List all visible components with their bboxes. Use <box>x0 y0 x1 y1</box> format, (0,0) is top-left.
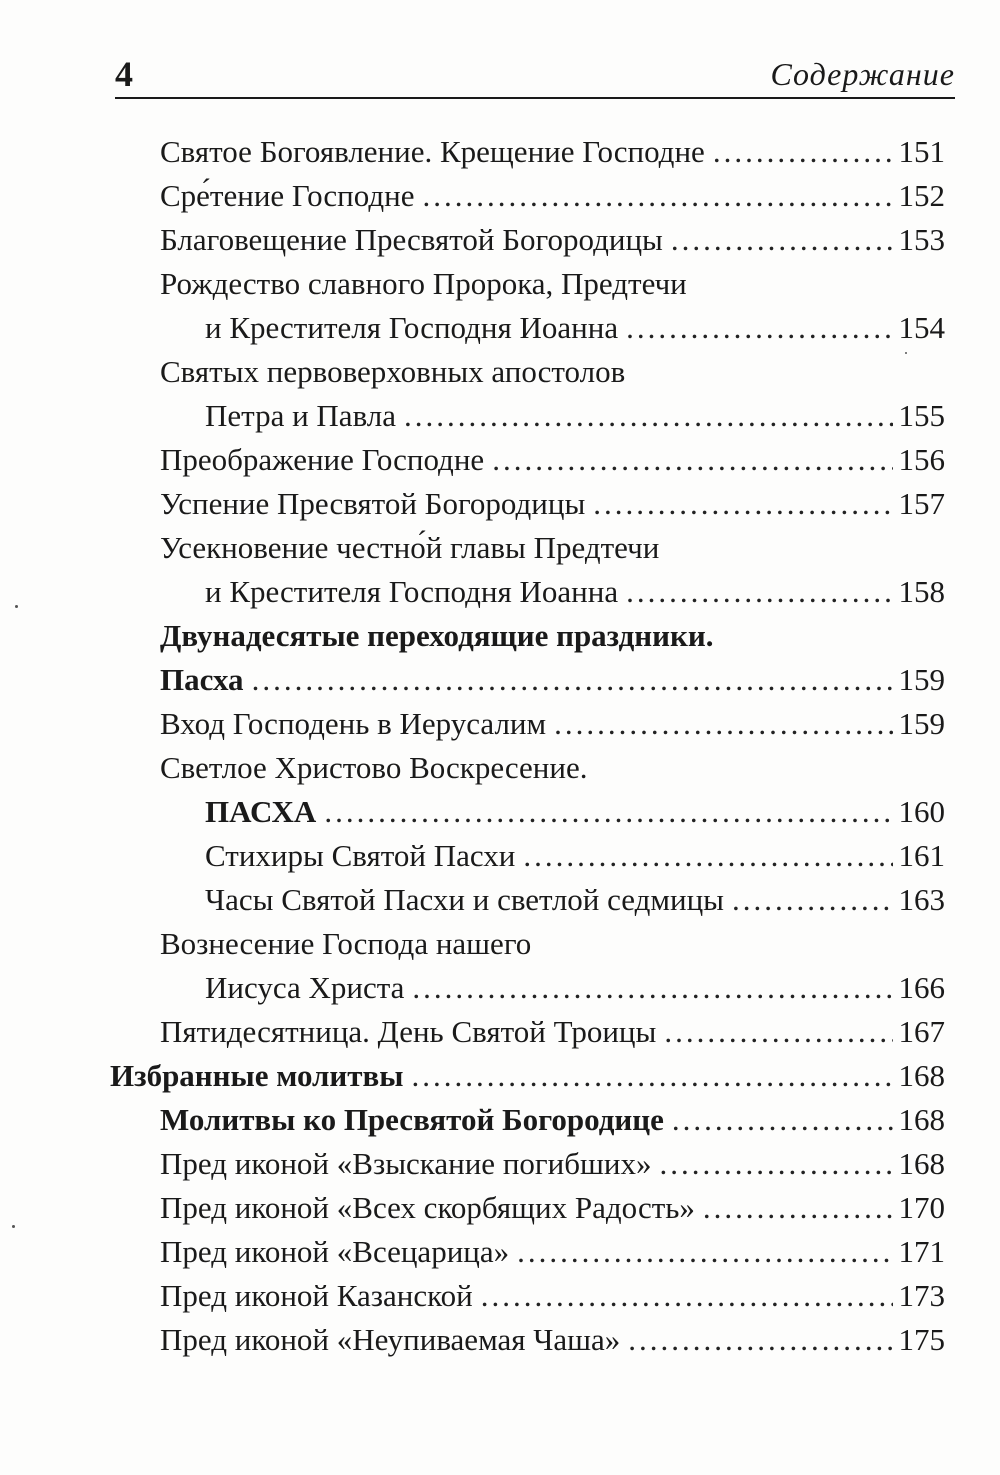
paper-speck <box>905 352 907 354</box>
toc-entry-title: Двунадесятые переходящие праздники. <box>160 618 714 653</box>
toc-entry-title: Пасха <box>160 662 244 697</box>
page-number: 4 <box>115 54 133 94</box>
toc-entry-page: 161 <box>898 838 945 873</box>
toc-entry-title: Вознесение Господа нашего <box>160 926 532 961</box>
leader-dots <box>481 1274 893 1318</box>
toc-entry-page: 151 <box>898 134 945 169</box>
toc-entry-page: 159 <box>898 706 945 741</box>
leader-dots <box>554 702 892 746</box>
paper-speck <box>12 1225 15 1228</box>
leader-dots <box>664 1010 892 1054</box>
toc-entry-heading <box>160 922 945 966</box>
leader-dots <box>411 1054 892 1098</box>
toc-entry-title: ПАСХА <box>205 794 317 829</box>
toc-entry-title: Пред иконой «Всех скорбящих Радость» <box>160 1190 695 1225</box>
toc-entry-title: Усекновение честно́й главы Предтечи <box>160 530 660 565</box>
toc-entry-page: 152 <box>898 178 945 213</box>
toc-entry-title: Пред иконой «Взыскание погибших» <box>160 1146 652 1181</box>
leader-dots <box>703 1186 893 1230</box>
toc-entry[interactable] <box>160 1010 945 1054</box>
toc-entry-title: Избранные молитвы <box>110 1058 404 1093</box>
toc-entry-heading <box>160 746 945 790</box>
leader-dots <box>713 130 893 174</box>
leader-dots <box>492 438 892 482</box>
toc-entry[interactable] <box>160 658 945 702</box>
toc-entry-title: Иисуса Христа <box>205 970 405 1005</box>
leader-dots <box>671 218 893 262</box>
toc-entry-page: 166 <box>898 970 945 1005</box>
toc-entry-page: 154 <box>898 310 945 345</box>
leader-dots <box>628 1318 892 1362</box>
toc-entry-title: Пятидесятница. День Святой Троицы <box>160 1014 657 1049</box>
toc-entry-title: Рождество славного Пророка, Предтечи <box>160 266 687 301</box>
toc-entry[interactable] <box>160 218 945 262</box>
toc-entry[interactable] <box>160 702 945 746</box>
toc-entry-title: Святых первоверховных апостолов <box>160 354 626 389</box>
toc-entry-heading <box>160 262 945 306</box>
toc-entry[interactable] <box>205 570 945 614</box>
toc-entry-heading <box>160 350 945 394</box>
toc-section-heading <box>160 614 945 658</box>
toc-entry-page: 173 <box>898 1278 945 1313</box>
toc-entry-title: Светлое Христово Воскресение. <box>160 750 588 785</box>
toc-entry-title: Сре́тение Господне <box>160 178 415 213</box>
toc-entry-title: Преображение Господне <box>160 442 485 477</box>
toc-entry-page: 167 <box>898 1014 945 1049</box>
leader-dots <box>412 966 892 1010</box>
leader-dots <box>324 790 892 834</box>
toc-entry[interactable] <box>205 966 945 1010</box>
header-rule <box>115 97 955 99</box>
leader-dots <box>659 1142 892 1186</box>
toc-entry[interactable] <box>160 1274 945 1318</box>
toc-entry-title: Благовещение Пресвятой Богородицы <box>160 222 663 257</box>
toc-entry[interactable] <box>205 306 945 350</box>
toc-entry[interactable] <box>160 482 945 526</box>
toc-entry-title: Святое Богоявление. Крещение Господне <box>160 134 705 169</box>
toc-entry-page: 160 <box>898 794 945 829</box>
section-title: Содержание <box>770 56 955 92</box>
toc-entry-title: Молитвы ко Пресвятой Богородице <box>160 1102 664 1137</box>
paper-speck <box>15 605 18 608</box>
toc-entry-page: 168 <box>898 1058 945 1093</box>
toc-entry-page: 171 <box>898 1234 945 1269</box>
toc-entry-page: 159 <box>898 662 945 697</box>
toc-entry-title: Стихиры Святой Пасхи <box>205 838 516 873</box>
leader-dots <box>672 1098 893 1142</box>
leader-dots <box>422 174 892 218</box>
toc-entry[interactable] <box>160 1186 945 1230</box>
toc-entry-title: и Крестителя Господня Иоанна <box>205 574 619 609</box>
leader-dots <box>626 570 892 614</box>
toc-entry-page: 170 <box>898 1190 945 1225</box>
toc-entry-page: 155 <box>898 398 945 433</box>
toc-entry-title: Пред иконой «Неупиваемая Чаша» <box>160 1322 621 1357</box>
leader-dots <box>517 1230 892 1274</box>
toc-entry-page: 153 <box>898 222 945 257</box>
toc-entry-page: 156 <box>898 442 945 477</box>
toc-entry[interactable] <box>205 834 945 878</box>
toc-entry-title: Вход Господень в Иерусалим <box>160 706 547 741</box>
toc-entry-title: Успение Пресвятой Богородицы <box>160 486 586 521</box>
toc-entry-title: Пред иконой Казанской <box>160 1278 473 1313</box>
toc-entry-title: Часы Святой Пасхи и светлой седмицы <box>205 882 725 917</box>
leader-dots <box>523 834 892 878</box>
toc-entry[interactable] <box>160 1230 945 1274</box>
leader-dots <box>626 306 892 350</box>
toc-entry-page: 163 <box>898 882 945 917</box>
toc-entry[interactable] <box>160 1142 945 1186</box>
toc-entry[interactable] <box>110 1054 945 1098</box>
toc-entry[interactable] <box>160 438 945 482</box>
toc-entry[interactable] <box>205 790 945 834</box>
toc-entry[interactable] <box>205 878 945 922</box>
leader-dots <box>252 658 893 702</box>
toc-entry-page: 157 <box>898 486 945 521</box>
toc-entry-title: и Крестителя Господня Иоанна <box>205 310 619 345</box>
toc-entry-page: 168 <box>898 1146 945 1181</box>
toc-entry-page: 158 <box>898 574 945 609</box>
toc-entry[interactable] <box>160 174 945 218</box>
toc-entry-heading <box>160 526 945 570</box>
toc-entry-title: Петра и Павла <box>205 398 397 433</box>
toc-entry[interactable] <box>160 1098 945 1142</box>
toc-entry-page: 168 <box>898 1102 945 1137</box>
leader-dots <box>404 394 892 438</box>
toc-entry[interactable] <box>205 394 945 438</box>
leader-dots <box>593 482 892 526</box>
toc-entry[interactable] <box>160 130 945 174</box>
leader-dots <box>732 878 892 922</box>
toc-entry-title: Пред иконой «Всецарица» <box>160 1234 510 1269</box>
toc-entry[interactable] <box>160 1318 945 1362</box>
page-header <box>110 52 955 96</box>
toc-entry-page: 175 <box>898 1322 945 1357</box>
